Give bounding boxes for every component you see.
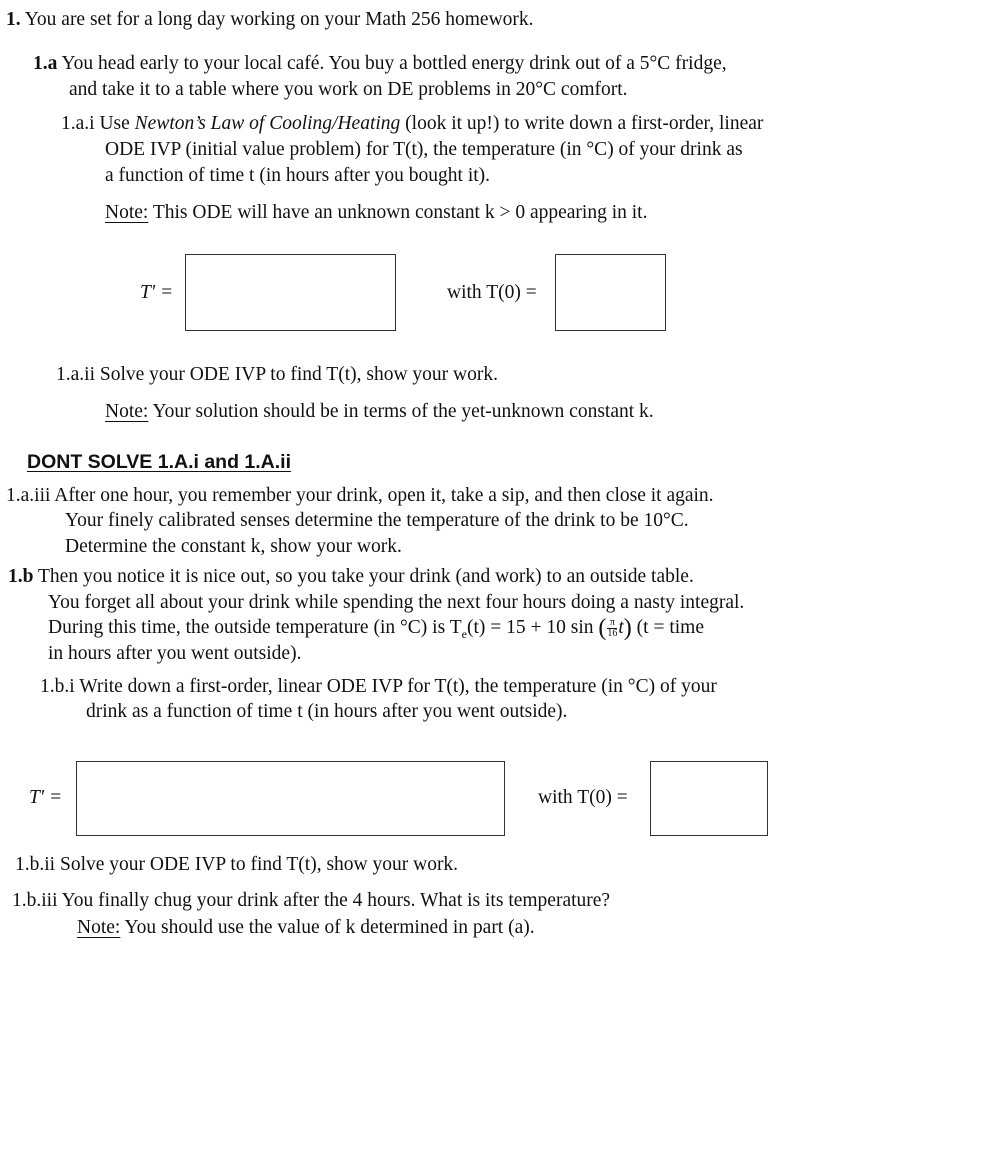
question-1aiii-line1 (6, 483, 714, 508)
question-1bi-line2: drink as a function of time t (in hours after you went outside). (86, 701, 568, 722)
tprime-label-b: T′ = (29, 787, 63, 808)
question-label: 1.a.iii (6, 485, 51, 506)
question-text: You are set for a long day working on your Math 256 homework. (24, 9, 534, 30)
dont-solve-notice: DONT SOLVE 1.A.i and 1.A.ii (27, 451, 292, 473)
initial-condition-label-a: with T(0) = (447, 282, 537, 303)
right-paren: ) (623, 615, 632, 642)
question-text: You head early to your local café. You buy a bottled energy drink out of a 5°C fridge, (61, 53, 727, 74)
note-label: Note: (77, 917, 121, 938)
answer-box-ode-b[interactable] (76, 761, 505, 836)
note-text: This ODE will have an unknown constant k > 0 appearing in it. (148, 202, 648, 223)
note-label: Note: (105, 202, 149, 223)
question-1biii (12, 888, 610, 913)
question-1a-line2: and take it to a table where you work on DE problems in 20°C comfort. (69, 79, 628, 100)
question-text: Then you notice it is nice out, so you take your drink (and work) to an outside table. (38, 566, 694, 587)
question-1ai-note (105, 200, 647, 225)
note-label: Note: (105, 401, 149, 422)
question-1aiii-line2: Your finely calibrated senses determine the temperature of the drink to be 10°C. (65, 510, 689, 531)
question-label: 1. (6, 9, 21, 30)
fraction (607, 618, 617, 639)
fraction-numerator: π (607, 618, 617, 629)
question-1aii (56, 362, 498, 387)
text-fragment: During this time, the outside temperature (in °C) is T (48, 617, 462, 638)
question-text: You finally chug your drink after the 4 hours. What is its temperature? (61, 890, 611, 911)
question-label: 1.b.ii (15, 854, 56, 875)
question-label: 1.a (33, 53, 58, 74)
text-fragment: (t) = 15 + 10 sin (466, 617, 599, 638)
question-1a-line1 (33, 51, 727, 76)
question-1b-line1 (8, 564, 694, 589)
question-text: After one hour, you remember your drink, open it, take a sip, and then close it again. (54, 485, 714, 506)
answer-box-ode-a[interactable] (185, 254, 396, 331)
question-1ai-line3: a function of time t (in hours after you bought it). (105, 165, 491, 186)
question-1b-line2: You forget all about your drink while spending the next four hours doing a nasty integral. (48, 592, 745, 613)
question-text: Solve your ODE IVP to find T(t), show your work. (99, 364, 498, 385)
text-fragment: Use (99, 113, 135, 134)
question-label: 1.a.i (61, 113, 95, 134)
fraction-denominator: 16 (607, 628, 618, 640)
note-text: You should use the value of k determined in part (a). (120, 917, 535, 938)
question-text: Solve your ODE IVP to find T(t), show your work. (59, 854, 459, 875)
question-label: 1.b.iii (12, 890, 58, 911)
subscript: e (461, 626, 467, 641)
initial-condition-label-b: with T(0) = (538, 787, 628, 808)
text-fragment: (look it up!) to write down a first-order, linear (400, 113, 764, 134)
left-paren: ( (598, 615, 607, 642)
question-1bii (15, 852, 458, 877)
question-text: Write down a first-order, linear ODE IVP for T(t), the temperature (in °C) of your (79, 676, 717, 697)
question-1b-line4: in hours after you went outside). (48, 643, 302, 664)
question-1 (6, 7, 534, 32)
question-1aii-note (105, 399, 654, 424)
question-label: 1.b.i (40, 676, 75, 697)
question-label: 1.b (8, 566, 34, 587)
variable-t: t (618, 617, 624, 638)
law-name: Newton’s Law of Cooling/Heating (134, 113, 401, 134)
answer-box-initial-b[interactable] (650, 761, 768, 836)
answer-box-initial-a[interactable] (555, 254, 666, 331)
question-1biii-note (77, 915, 535, 940)
tprime-label-a: T′ = (140, 282, 174, 303)
question-1ai-line2: ODE IVP (initial value problem) for T(t), the temperature (in °C) of your drink as (105, 139, 743, 160)
question-1ai-line1 (61, 111, 763, 136)
question-label: 1.a.ii (56, 364, 95, 385)
question-1aiii-line3: Determine the constant k, show your work. (65, 536, 402, 557)
text-fragment: (t = time (631, 617, 704, 638)
note-text: Your solution should be in terms of the yet-unknown constant k. (148, 401, 654, 422)
question-1bi-line1 (40, 674, 717, 699)
